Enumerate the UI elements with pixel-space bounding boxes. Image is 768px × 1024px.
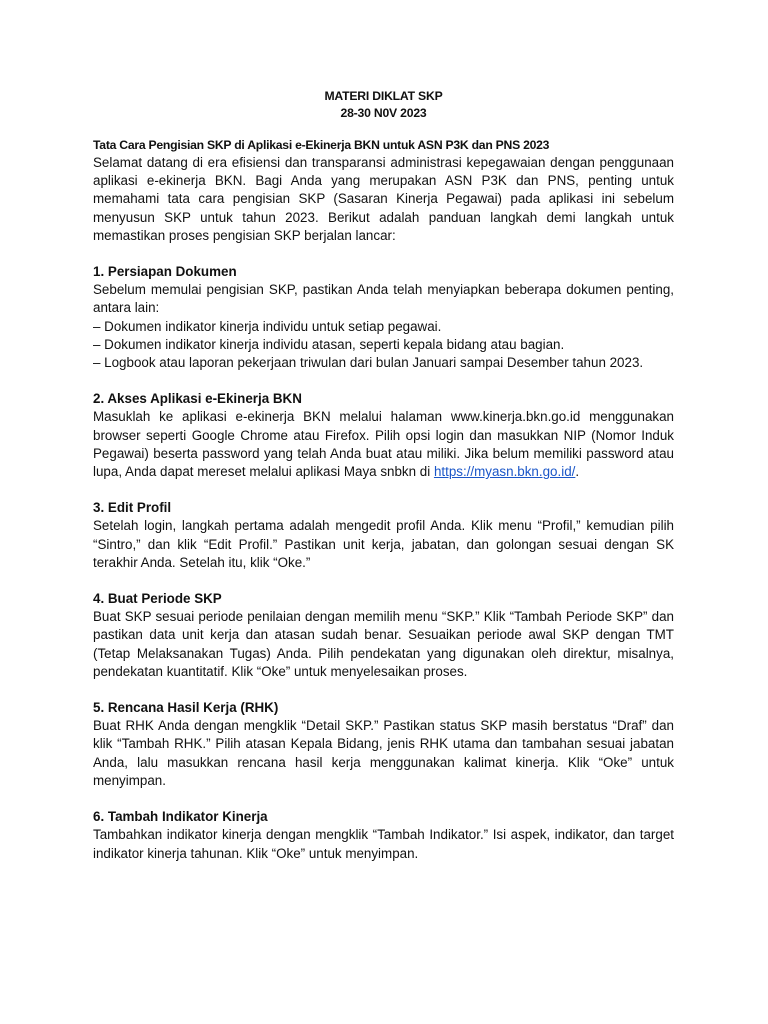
section-tambah-indikator [93,808,674,863]
section-heading: 4. Buat Periode SKP [93,591,222,607]
intro-paragraph: Selamat datang di era efisiensi dan transparansi administrasi kepegawaian dengan penggunaan aplikasi e-ekinerja BKN. Bagi Anda yang merupakan ASN P3K dan PNS, penting untuk memahami tata cara pengisian SKP (Sasaran Kinerja Pegawai) pada aplikasi ini sebelum menyusun SKP untuk tahun 2023. Berikut adalah panduan langkah demi langkah untuk memastikan proses pengisian SKP berjalan lancar: [93,155,674,243]
section-heading: 5. Rencana Hasil Kerja (RHK) [93,700,279,716]
document-title: MATERI DIKLAT SKP [324,89,443,103]
section-edit-profil [93,499,674,572]
link-trailing-punctuation: . [575,464,580,480]
list-item: – Dokumen indikator kinerja individu untuk setiap pegawai. [93,318,442,334]
section-body: Setelah login, langkah pertama adalah mengedit profil Anda. Klik menu “Profil,” kemudian pilih “Sintro,” dan klik “Edit Profil.” Pastikan unit kerja, jabatan, dan golongan sesuai dengan SK terakhir Anda. Setelah itu, klik “Oke.” [93,518,674,570]
section-body: Sebelum memulai pengisian SKP, pastikan Anda telah menyiapkan beberapa dokumen penting, antara lain: [93,282,674,316]
section-akses-aplikasi [93,390,674,481]
section-heading: 1. Persiapan Dokumen [93,264,237,280]
section-body: Tambahkan indikator kinerja dengan mengklik “Tambah Indikator.” Isi aspek, indikator, dan target indikator kinerja tahunan. Klik “Oke” untuk menyimpan. [93,827,674,861]
document-list [93,318,674,373]
section-buat-periode-skp [93,590,674,681]
list-item: – Dokumen indikator kinerja individu atasan, seperti kepala bidang atau bagian. [93,336,565,352]
section-heading: 2. Akses Aplikasi e-Ekinerja BKN [93,391,302,407]
document-date: 28-30 N0V 2023 [340,106,427,120]
section-heading: 3. Edit Profil [93,500,172,516]
document-subtitle: Tata Cara Pengisian SKP di Aplikasi e-Ekinerja BKN untuk ASN P3K dan PNS 2023 [93,138,550,152]
myasn-link[interactable]: https://myasn.bkn.go.id/ [433,464,576,480]
section-body [93,408,674,481]
document-page [93,88,674,863]
section-heading: 6. Tambah Indikator Kinerja [93,809,268,825]
section-body: Buat RHK Anda dengan mengklik “Detail SKP.” Pastikan status SKP masih berstatus “Draf” dan klik “Tambah RHK.” Pilih atasan Kepala Bidang, jenis RHK utama dan tambahan sesuai jabatan Anda, lalu masukkan rencana hasil kerja menggunakan kalimat kinerja. Klik “Oke” untuk menyimpan. [93,718,674,788]
section-body-text: Masuklah ke aplikasi e-ekinerja BKN melalui halaman www.kinerja.bkn.go.id menggunakan browser seperti Google Chrome atau Firefox. Pilih opsi login dan masukkan NIP (Nomor Induk Pegawai) beserta password yang telah Anda buat atau miliki. Jika belum memiliki password atau lupa, Anda dapat mereset melalui aplikasi Maya snbkn di [93,409,674,480]
section-persiapan-dokumen [93,263,674,372]
list-item: – Logbook atau laporan pekerjaan triwulan dari bulan Januari sampai Desember tahun 2023. [93,355,644,371]
section-body: Buat SKP sesuai periode penilaian dengan memilih menu “SKP.” Klik “Tambah Periode SKP” dan pastikan data unit kerja dan atasan sudah benar. Sesuaikan periode awal SKP dengan TMT (Tetap Melaksanakan Tugas) Anda. Pilih pendekatan yang digunakan oleh direktur, misalnya, pendekatan kuantitatif. Klik “Oke” untuk menyelesaikan proses. [93,609,674,679]
section-rencana-hasil-kerja [93,699,674,790]
